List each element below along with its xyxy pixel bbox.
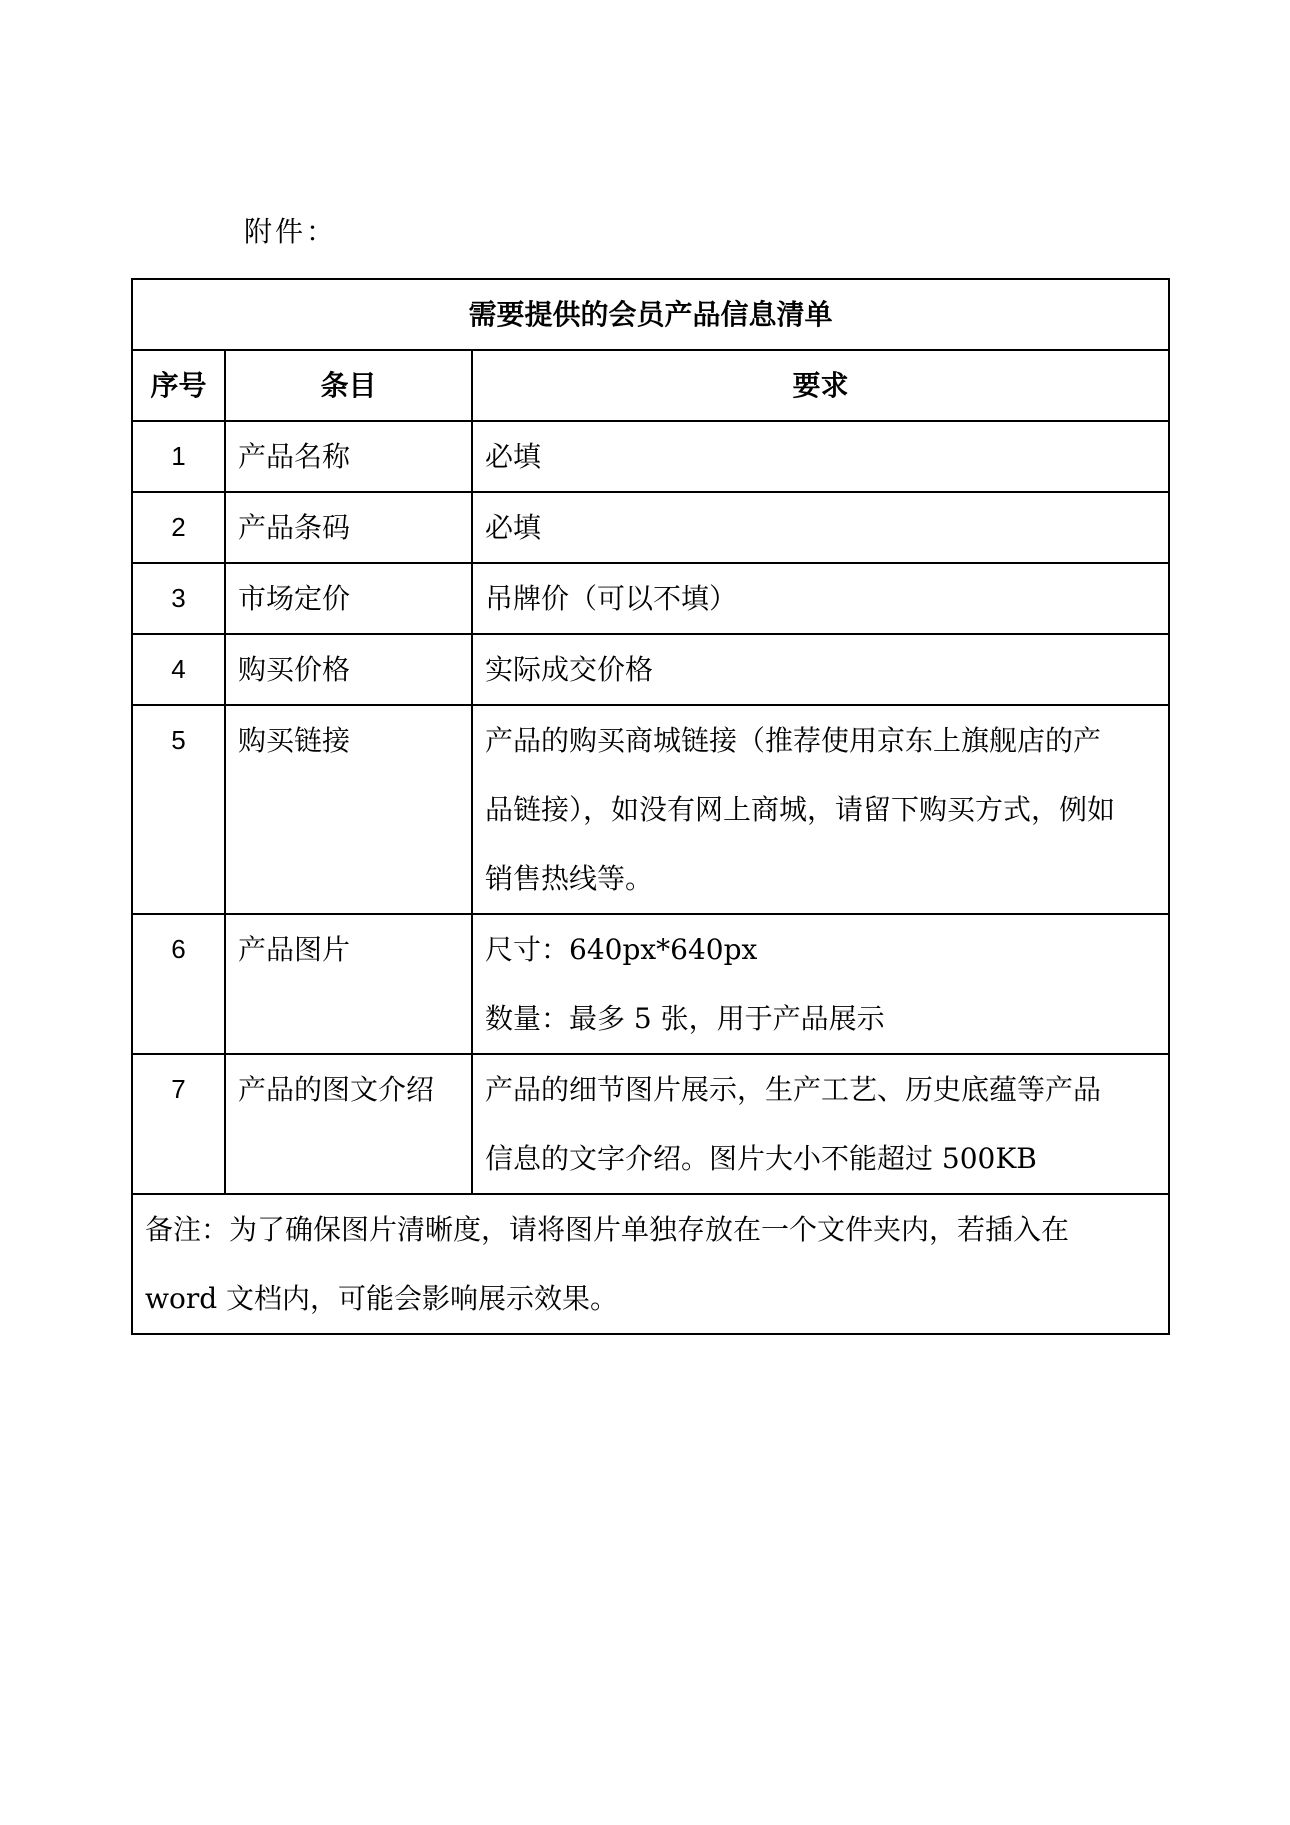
note-line: word 文档内，可能会影响展示效果。 bbox=[145, 1282, 619, 1315]
table-row bbox=[132, 563, 1169, 634]
row-number: 4 bbox=[132, 634, 225, 705]
row-number: 2 bbox=[132, 492, 225, 563]
row-item: 产品名称 bbox=[225, 421, 472, 492]
row-number: 6 bbox=[132, 914, 225, 1054]
row-requirement bbox=[472, 634, 1169, 705]
row-item: 产品图片 bbox=[225, 914, 472, 1054]
requirement-line: 尺寸：640px*640px bbox=[485, 933, 758, 966]
row-requirement bbox=[472, 914, 1169, 1054]
row-requirement bbox=[472, 421, 1169, 492]
row-item: 市场定价 bbox=[225, 563, 472, 634]
table-row bbox=[132, 705, 1169, 914]
row-item: 购买链接 bbox=[225, 705, 472, 914]
row-number: 7 bbox=[132, 1054, 225, 1194]
table-row bbox=[132, 421, 1169, 492]
row-number: 3 bbox=[132, 563, 225, 634]
header-item: 条目 bbox=[225, 350, 472, 421]
table-body bbox=[132, 279, 1169, 1334]
row-requirement bbox=[472, 705, 1169, 914]
row-item: 产品的图文介绍 bbox=[225, 1054, 472, 1194]
table-row bbox=[132, 492, 1169, 563]
row-requirement bbox=[472, 1054, 1169, 1194]
table-title-row bbox=[132, 279, 1169, 350]
requirement-line: 数量：最多 5 张，用于产品展示 bbox=[485, 1002, 885, 1035]
row-item: 产品条码 bbox=[225, 492, 472, 563]
row-requirement bbox=[472, 492, 1169, 563]
note-row bbox=[132, 1194, 1169, 1334]
header-requirement: 要求 bbox=[472, 350, 1169, 421]
table-header-row bbox=[132, 350, 1169, 421]
row-number: 5 bbox=[132, 705, 225, 914]
table-title: 需要提供的会员产品信息清单 bbox=[132, 279, 1169, 350]
requirement-line: 产品的细节图片展示，生产工艺、历史底蕴等产品 bbox=[485, 1073, 1102, 1106]
table-row bbox=[132, 634, 1169, 705]
attachment-label: 附件： bbox=[244, 215, 338, 248]
row-number: 1 bbox=[132, 421, 225, 492]
row-requirement bbox=[472, 563, 1169, 634]
product-info-table bbox=[131, 278, 1170, 1335]
table-row bbox=[132, 1054, 1169, 1194]
requirement-line: 实际成交价格 bbox=[485, 653, 654, 686]
requirement-line: 销售热线等。 bbox=[485, 862, 654, 895]
row-item: 购买价格 bbox=[225, 634, 472, 705]
requirement-line: 信息的文字介绍。图片大小不能超过 500KB bbox=[485, 1142, 1037, 1175]
note-cell bbox=[132, 1194, 1169, 1334]
requirement-line: 必填 bbox=[485, 440, 542, 473]
requirement-line: 必填 bbox=[485, 511, 542, 544]
requirement-line: 吊牌价（可以不填） bbox=[485, 582, 738, 615]
requirement-line: 产品的购买商城链接（推荐使用京东上旗舰店的产 bbox=[485, 724, 1102, 757]
header-no: 序号 bbox=[132, 350, 225, 421]
note-line: 备注：为了确保图片清晰度，请将图片单独存放在一个文件夹内，若插入在 bbox=[145, 1213, 1070, 1246]
requirement-line: 品链接），如没有网上商城，请留下购买方式，例如 bbox=[485, 793, 1116, 826]
table-row bbox=[132, 914, 1169, 1054]
